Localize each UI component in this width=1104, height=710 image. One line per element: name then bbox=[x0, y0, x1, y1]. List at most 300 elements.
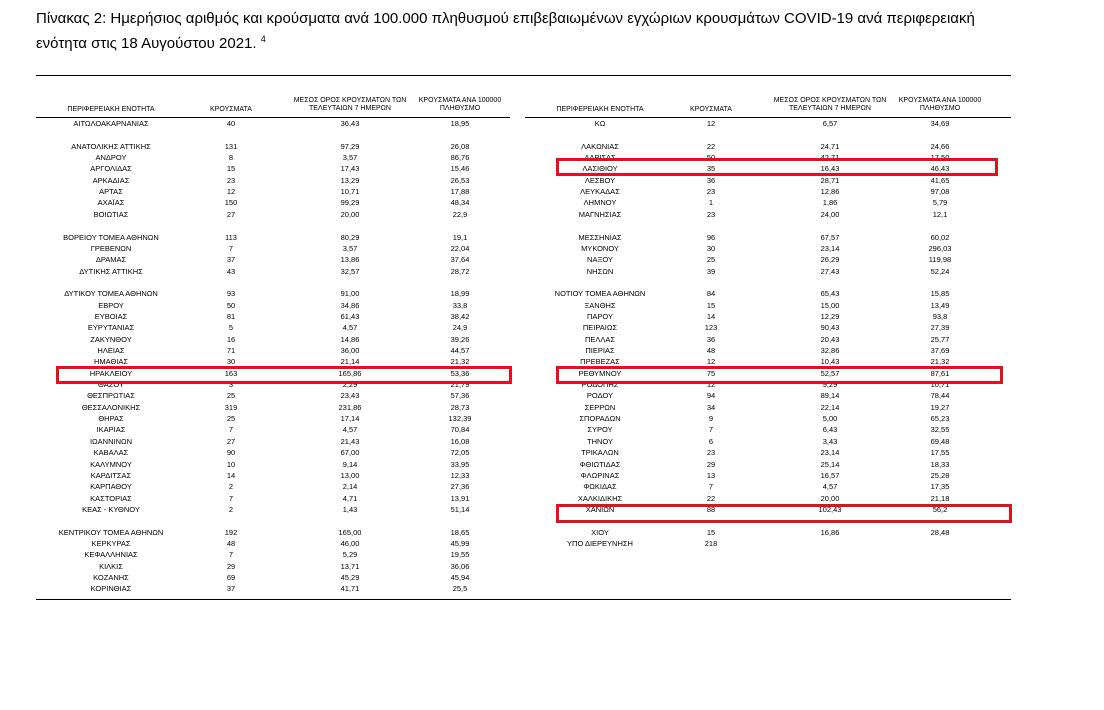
table-row bbox=[525, 254, 1011, 265]
table-row bbox=[525, 197, 1011, 208]
table-row bbox=[36, 436, 510, 447]
highlight-box-rethymnou bbox=[556, 366, 1003, 384]
cell-per100k: 39,26 bbox=[450, 334, 470, 344]
table-row bbox=[36, 118, 510, 129]
cell-cases: 75 bbox=[706, 368, 716, 378]
cell-unit: ΧΑΝΙΩΝ bbox=[585, 504, 615, 514]
cell-unit: ΛΗΜΝΟΥ bbox=[583, 198, 617, 208]
highlight-box-irakleiou bbox=[56, 366, 512, 384]
table-row bbox=[36, 390, 510, 401]
cell-per100k: 13,91 bbox=[450, 493, 470, 503]
cell-unit: ΠΕΙΡΑΙΩΣ bbox=[582, 323, 618, 333]
cell-cases: 163 bbox=[224, 368, 238, 378]
right-header-cases: ΚΡΟΥΣΜΑΤΑ bbox=[690, 106, 732, 113]
cell-cases: 13 bbox=[706, 470, 716, 480]
table-row bbox=[525, 220, 1011, 231]
cell-cases: 192 bbox=[224, 527, 238, 537]
table-row bbox=[525, 175, 1011, 186]
cell-cases: 48 bbox=[706, 346, 716, 355]
cell-unit: ΑΝΑΤΟΛΙΚΗΣ ΑΤΤΙΚΗΣ bbox=[71, 141, 151, 151]
cell-per100k: 97,08 bbox=[930, 187, 950, 197]
cell-unit: ΙΚΑΡΙΑΣ bbox=[96, 425, 126, 435]
cell-avg7: 3,43 bbox=[822, 436, 838, 446]
cell-cases: 7 bbox=[228, 493, 234, 503]
cell-cases: 12 bbox=[226, 187, 236, 197]
right-header-per100k: ΚΡΟΥΣΜΑΤΑ ΑΝΑ 100000 ΠΛΗΘΥΣΜΟ bbox=[898, 97, 982, 112]
cell-unit: ΑΡΚΑΔΙΑΣ bbox=[92, 175, 130, 185]
table-row bbox=[36, 300, 510, 311]
table-row bbox=[36, 266, 510, 277]
cell-avg7: 165,00 bbox=[338, 527, 362, 537]
table-row bbox=[525, 424, 1011, 435]
cell-cases: 23 bbox=[706, 187, 716, 197]
cell-unit: ΤΗΝΟΥ bbox=[586, 436, 613, 446]
cell-avg7: 5,29 bbox=[342, 550, 358, 560]
cell-cases: 2 bbox=[228, 504, 234, 514]
cell-cases: 15 bbox=[706, 300, 716, 310]
cell-unit: ΚΑΒΑΛΑΣ bbox=[93, 448, 129, 458]
cell-avg7: 5,00 bbox=[822, 414, 838, 424]
cell-per100k: 45,99 bbox=[450, 538, 470, 548]
cell-per100k: 87,61 bbox=[930, 368, 950, 378]
cell-unit: ΜΕΣΣΗΝΙΑΣ bbox=[578, 232, 622, 242]
cell-unit: ΧΙΟΥ bbox=[591, 527, 609, 537]
cell-avg7: 1,43 bbox=[342, 504, 358, 514]
table-row bbox=[525, 459, 1011, 470]
table-row bbox=[36, 447, 510, 458]
cell-avg7: 13,86 bbox=[340, 255, 360, 265]
cell-unit: ΒΟΡΕΙΟΥ ΤΟΜΕΑ ΑΘΗΝΩΝ bbox=[63, 232, 159, 242]
table-row bbox=[525, 288, 1011, 299]
cell-unit: ΛΑΡΙΣΑΣ bbox=[584, 153, 616, 163]
cell-unit: ΚΑΡΠΑΘΟΥ bbox=[90, 482, 132, 492]
cell-avg7: 28,71 bbox=[820, 175, 840, 185]
cell-per100k: 119,98 bbox=[928, 255, 952, 265]
cell-per100k: 69,48 bbox=[930, 436, 950, 446]
cell-avg7: 13,29 bbox=[340, 175, 360, 185]
cell-cases: 6 bbox=[708, 436, 714, 446]
cell-cases: 34 bbox=[706, 402, 716, 412]
cell-cases: 14 bbox=[706, 311, 716, 321]
cell-unit: ΜΥΚΟΝΟΥ bbox=[581, 243, 619, 253]
cell-per100k: 28,73 bbox=[450, 402, 470, 412]
cell-avg7: 6,57 bbox=[822, 119, 838, 128]
cell-cases: 23 bbox=[706, 448, 716, 458]
cell-per100k: 16,08 bbox=[450, 436, 470, 446]
cell-cases: 319 bbox=[224, 402, 238, 412]
table-row bbox=[525, 141, 1011, 152]
table-row bbox=[36, 583, 510, 594]
cell-per100k: 25,5 bbox=[452, 584, 468, 594]
cell-cases: 43 bbox=[226, 266, 236, 276]
cell-cases: 36 bbox=[706, 175, 716, 185]
cell-unit: ΔΥΤΙΚΗΣ ΑΤΤΙΚΗΣ bbox=[79, 266, 143, 276]
cell-avg7: 21,14 bbox=[340, 357, 360, 367]
cell-cases: 8 bbox=[228, 153, 234, 163]
table-row bbox=[36, 515, 510, 526]
cell-avg7: 90,43 bbox=[820, 323, 840, 333]
cell-per100k: 18,65 bbox=[450, 527, 470, 537]
cell-cases: 22 bbox=[706, 493, 716, 503]
cell-avg7: 80,29 bbox=[340, 232, 360, 242]
cell-per100k: 15,46 bbox=[450, 164, 470, 174]
cell-avg7: 16,43 bbox=[820, 164, 840, 174]
cell-per100k: 56,2 bbox=[932, 504, 948, 514]
cell-per100k: 132,39 bbox=[448, 414, 472, 424]
cell-cases: 27 bbox=[226, 436, 236, 446]
cell-per100k: 10,71 bbox=[930, 380, 950, 390]
table-row bbox=[525, 243, 1011, 254]
cell-unit: ΘΕΣΠΡΩΤΙΑΣ bbox=[87, 391, 135, 401]
cell-per100k: 18,33 bbox=[930, 459, 950, 469]
cell-unit: ΞΑΝΘΗΣ bbox=[584, 300, 616, 310]
cell-cases: 27 bbox=[226, 209, 236, 219]
cell-cases: 16 bbox=[226, 334, 236, 344]
cell-per100k: 72,05 bbox=[450, 448, 470, 458]
cell-unit: ΧΑΛΚΙΔΙΚΗΣ bbox=[577, 493, 623, 503]
cell-per100k: 19,1 bbox=[452, 232, 468, 242]
cell-unit: ΜΑΓΝΗΣΙΑΣ bbox=[578, 209, 622, 219]
cell-avg7: 67,00 bbox=[340, 448, 360, 458]
table-row bbox=[525, 390, 1011, 401]
cell-per100k: 33,8 bbox=[452, 300, 468, 310]
table-row bbox=[525, 118, 1011, 129]
table-row bbox=[36, 311, 510, 322]
cell-avg7: 102,43 bbox=[818, 504, 842, 514]
cell-per100k: 37,64 bbox=[450, 255, 470, 265]
cell-avg7: 16,86 bbox=[820, 527, 840, 537]
cell-avg7: 13,71 bbox=[340, 561, 360, 571]
cell-per100k: 25,77 bbox=[930, 334, 950, 344]
cell-cases: 39 bbox=[706, 266, 716, 276]
cell-per100k: 21,32 bbox=[450, 357, 470, 367]
cell-unit: ΘΕΣΣΑΛΟΝΙΚΗΣ bbox=[81, 402, 141, 412]
table-row bbox=[36, 549, 510, 560]
left-header-unit: ΠΕΡΙΦΕΡΕΙΑΚΗ ΕΝΟΤΗΤΑ bbox=[67, 106, 155, 113]
table-row bbox=[36, 254, 510, 265]
cell-unit: ΡΟΔΟΠΗΣ bbox=[581, 380, 619, 390]
cell-per100k: 17,55 bbox=[930, 448, 950, 458]
cell-avg7: 3,57 bbox=[342, 153, 358, 163]
cell-per100k: 52,24 bbox=[930, 266, 950, 276]
cell-cases: 23 bbox=[706, 209, 716, 219]
cell-per100k: 27,36 bbox=[450, 482, 470, 492]
cell-cases: 7 bbox=[228, 550, 234, 560]
cell-unit: ΛΑΚΩΝΙΑΣ bbox=[581, 141, 619, 151]
cell-cases: 25 bbox=[226, 414, 236, 424]
cell-avg7: 17,43 bbox=[340, 164, 360, 174]
cell-avg7: 165,86 bbox=[338, 368, 362, 378]
cell-unit: ΡΕΘΥΜΝΟΥ bbox=[578, 368, 622, 378]
cell-cases: 12 bbox=[706, 119, 716, 128]
cell-unit: ΠΕΛΛΑΣ bbox=[584, 334, 616, 344]
left-header-per100k: ΚΡΟΥΣΜΑΤΑ ΑΝΑ 100000 ΠΛΗΘΥΣΜΟ bbox=[418, 97, 502, 112]
cell-avg7: 23,14 bbox=[820, 243, 840, 253]
cell-avg7: 65,43 bbox=[820, 289, 840, 299]
cell-unit: ΕΥΡΥΤΑΝΙΑΣ bbox=[87, 323, 135, 333]
cell-avg7: 16,57 bbox=[820, 470, 840, 480]
cell-unit: ΑΝΔΡΟΥ bbox=[95, 153, 127, 163]
cell-avg7: 52,57 bbox=[820, 368, 840, 378]
table-row bbox=[525, 527, 1011, 538]
cell-cases: 23 bbox=[226, 175, 236, 185]
cell-cases: 22 bbox=[706, 141, 716, 151]
cell-cases: 36 bbox=[706, 334, 716, 344]
cell-avg7: 2,14 bbox=[342, 482, 358, 492]
cell-per100k: 41,65 bbox=[930, 175, 950, 185]
cell-unit: ΠΙΕΡΙΑΣ bbox=[585, 346, 615, 355]
cell-unit: ΑΡΤΑΣ bbox=[99, 187, 123, 197]
cell-unit: ΣΥΡΟΥ bbox=[587, 425, 613, 435]
cell-avg7: 4,57 bbox=[822, 482, 838, 492]
table-row bbox=[36, 481, 510, 492]
table-row bbox=[36, 129, 510, 140]
cell-avg7: 23,43 bbox=[340, 391, 360, 401]
cell-unit: ΚΩ bbox=[594, 119, 606, 128]
cell-cases: 150 bbox=[224, 198, 238, 208]
table-caption bbox=[36, 8, 1026, 54]
cell-unit: ΣΕΡΡΩΝ bbox=[584, 402, 616, 412]
table-row bbox=[36, 413, 510, 424]
cell-avg7: 99,29 bbox=[340, 198, 360, 208]
caption-footnote: 4 bbox=[260, 34, 266, 44]
cell-unit: ΗΛΕΙΑΣ bbox=[97, 346, 125, 355]
table-row bbox=[36, 538, 510, 549]
table-row bbox=[36, 470, 510, 481]
cell-avg7: 20,43 bbox=[820, 334, 840, 344]
cell-unit: ΚΟΡΙΝΘΙΑΣ bbox=[90, 584, 132, 594]
cell-cases: 81 bbox=[226, 311, 236, 321]
cell-avg7: 231,86 bbox=[338, 402, 362, 412]
cell-cases: 29 bbox=[226, 561, 236, 571]
cell-cases: 30 bbox=[226, 357, 236, 367]
cell-avg7: 67,57 bbox=[820, 232, 840, 242]
cell-per100k: 18,99 bbox=[450, 289, 470, 299]
cell-per100k: 26,53 bbox=[450, 175, 470, 185]
cell-cases: 35 bbox=[706, 164, 716, 174]
cell-cases: 12 bbox=[706, 357, 716, 367]
cell-avg7: 91,00 bbox=[340, 289, 360, 299]
table-row bbox=[525, 436, 1011, 447]
table-row bbox=[36, 141, 510, 152]
table-row bbox=[525, 266, 1011, 277]
cell-avg7: 15,00 bbox=[820, 300, 840, 310]
cell-cases: 113 bbox=[225, 232, 237, 242]
table-row bbox=[525, 334, 1011, 345]
cell-per100k: 17,50 bbox=[930, 153, 950, 163]
table-row bbox=[36, 527, 510, 538]
cell-unit: ΗΜΑΘΙΑΣ bbox=[93, 357, 129, 367]
table-row bbox=[525, 470, 1011, 481]
cell-avg7: 22,14 bbox=[820, 402, 840, 412]
cell-per100k: 15,85 bbox=[930, 289, 950, 299]
cell-unit: ΚΕΡΚΥΡΑΣ bbox=[91, 538, 131, 548]
cell-avg7: 12,29 bbox=[820, 311, 840, 321]
cell-avg7: 36,00 bbox=[340, 346, 360, 355]
table-row bbox=[525, 481, 1011, 492]
cell-avg7: 97,29 bbox=[340, 141, 360, 151]
top-rule bbox=[36, 75, 1011, 76]
cell-avg7: 34,86 bbox=[340, 300, 360, 310]
cell-cases: 7 bbox=[228, 243, 234, 253]
cell-cases: 218 bbox=[704, 538, 718, 548]
cell-avg7: 45,29 bbox=[340, 573, 360, 582]
cell-avg7: 4,71 bbox=[342, 493, 358, 503]
right-header-avg7: ΜΕΣΟΣ ΟΡΟΣ ΚΡΟΥΣΜΑΤΩΝ ΤΩΝ ΤΕΛΕΥΤΑΙΩΝ 7 ΗΜΕΡΩΝ bbox=[773, 97, 887, 112]
table-row bbox=[36, 493, 510, 504]
cell-avg7: 1,86 bbox=[822, 198, 838, 208]
cell-cases: 5 bbox=[228, 323, 234, 333]
cell-cases: 25 bbox=[706, 255, 716, 265]
cell-cases: 96 bbox=[706, 232, 716, 242]
table-row bbox=[525, 345, 1011, 356]
table-row bbox=[36, 561, 510, 572]
table-row bbox=[36, 334, 510, 345]
cell-per100k: 93,8 bbox=[932, 311, 948, 321]
cell-per100k: 27,39 bbox=[930, 323, 950, 333]
table-row bbox=[36, 572, 510, 583]
table-row bbox=[36, 424, 510, 435]
table-row bbox=[36, 163, 510, 174]
cell-unit: ΘΑΣΟΥ bbox=[98, 380, 124, 390]
cell-cases: 15 bbox=[226, 164, 236, 174]
cell-cases: 93 bbox=[226, 289, 236, 299]
cell-unit: ΛΕΣΒΟΥ bbox=[584, 175, 616, 185]
cell-avg7: 17,14 bbox=[340, 414, 360, 424]
table-row bbox=[36, 402, 510, 413]
cell-per100k: 12,33 bbox=[450, 470, 470, 480]
cell-per100k: 86,76 bbox=[450, 153, 470, 163]
cell-unit: ΔΡΑΜΑΣ bbox=[95, 255, 127, 265]
cell-unit: ΛΕΥΚΑΔΑΣ bbox=[580, 187, 620, 197]
cell-per100k: 48,34 bbox=[450, 198, 470, 208]
cell-unit: ΚΕΝΤΡΙΚΟΥ ΤΟΜΕΑ ΑΘΗΝΩΝ bbox=[58, 527, 164, 537]
highlight-box-lasithiou bbox=[556, 158, 998, 176]
cell-unit: ΦΛΩΡΙΝΑΣ bbox=[580, 470, 620, 480]
cell-cases: 10 bbox=[226, 459, 236, 469]
table-row bbox=[36, 288, 510, 299]
cell-unit: ΓΡΕΒΕΝΩΝ bbox=[90, 243, 132, 253]
cell-per100k: 78,44 bbox=[930, 391, 950, 401]
cell-per100k: 296,03 bbox=[928, 243, 952, 253]
cell-per100k: 28,48 bbox=[930, 527, 950, 537]
cell-unit: ΚΙΛΚΙΣ bbox=[99, 561, 123, 571]
cell-avg7: 13,00 bbox=[340, 470, 360, 480]
cell-cases: 37 bbox=[226, 255, 236, 265]
table-row bbox=[525, 232, 1011, 243]
cell-per100k: 12,1 bbox=[932, 209, 948, 219]
cell-per100k: 21,32 bbox=[930, 357, 950, 367]
cell-cases: 7 bbox=[708, 425, 714, 435]
cell-avg7: 42,71 bbox=[820, 153, 840, 163]
cell-avg7: 46,00 bbox=[340, 538, 360, 548]
cell-avg7: 9,29 bbox=[822, 380, 838, 390]
cell-per100k: 34,69 bbox=[930, 119, 950, 128]
cell-per100k: 38,42 bbox=[450, 311, 470, 321]
cell-unit: ΝΗΣΩΝ bbox=[586, 266, 614, 276]
table-row bbox=[525, 277, 1011, 288]
table-row bbox=[36, 175, 510, 186]
cell-avg7: 4,57 bbox=[342, 323, 358, 333]
cell-cases: 12 bbox=[706, 380, 716, 390]
cell-per100k: 17,35 bbox=[930, 482, 950, 492]
cell-per100k: 24,9 bbox=[452, 323, 468, 333]
cell-per100k: 5,79 bbox=[932, 198, 948, 208]
cell-cases: 123 bbox=[704, 323, 718, 333]
cell-per100k: 22,9 bbox=[452, 209, 468, 219]
cell-avg7: 23,14 bbox=[820, 448, 840, 458]
highlight-box-chanion bbox=[556, 504, 1012, 523]
cell-avg7: 20,00 bbox=[820, 493, 840, 503]
cell-unit: ΚΑΡΔΙΤΣΑΣ bbox=[90, 470, 132, 480]
cell-cases: 69 bbox=[226, 573, 236, 582]
cell-per100k: 22,04 bbox=[450, 243, 470, 253]
cell-avg7: 32,86 bbox=[820, 346, 840, 355]
cell-avg7: 9,14 bbox=[342, 459, 358, 469]
cell-avg7: 3,57 bbox=[342, 243, 358, 253]
cell-per100k: 46,43 bbox=[930, 164, 950, 174]
cell-cases: 3 bbox=[228, 380, 234, 390]
cell-per100k: 21,79 bbox=[450, 380, 470, 390]
cell-unit: ΝΟΤΙΟΥ ΤΟΜΕΑ ΑΘΗΝΩΝ bbox=[554, 289, 646, 299]
cell-unit: ΡΟΔΟΥ bbox=[586, 391, 614, 401]
cell-unit: ΚΕΦΑΛΛΗΝΙΑΣ bbox=[84, 550, 138, 560]
cell-per100k: 21,18 bbox=[930, 493, 950, 503]
cell-per100k: 28,72 bbox=[450, 266, 470, 276]
table-row bbox=[525, 413, 1011, 424]
cell-unit: ΚΟΖΑΝΗΣ bbox=[93, 573, 129, 582]
cell-per100k: 19,27 bbox=[930, 402, 950, 412]
cell-per100k: 18,95 bbox=[450, 119, 470, 128]
cell-avg7: 25,14 bbox=[820, 459, 840, 469]
cell-cases: 94 bbox=[706, 391, 716, 401]
table-row bbox=[36, 220, 510, 231]
cell-avg7: 32,57 bbox=[340, 266, 360, 276]
cell-per100k: 37,69 bbox=[930, 346, 950, 355]
cell-per100k: 32,55 bbox=[930, 425, 950, 435]
table-row bbox=[36, 197, 510, 208]
cell-per100k: 45,94 bbox=[450, 573, 470, 582]
cell-unit: ΑΡΓΟΛΙΔΑΣ bbox=[90, 164, 132, 174]
cell-cases: 14 bbox=[226, 470, 236, 480]
cell-avg7: 14,86 bbox=[340, 334, 360, 344]
table-row bbox=[36, 459, 510, 470]
cell-cases: 71 bbox=[226, 346, 236, 355]
table-row bbox=[36, 277, 510, 288]
cell-unit: ΖΑΚΥΝΘΟΥ bbox=[90, 334, 132, 344]
table-row bbox=[36, 322, 510, 333]
cell-per100k: 26,08 bbox=[450, 141, 470, 151]
cell-unit: ΕΒΡΟΥ bbox=[98, 300, 124, 310]
cell-avg7: 24,71 bbox=[820, 141, 840, 151]
right-header-unit: ΠΕΡΙΦΕΡΕΙΑΚΗ ΕΝΟΤΗΤΑ bbox=[556, 106, 644, 113]
cell-unit: ΠΑΡΟΥ bbox=[586, 311, 613, 321]
cell-unit: ΤΡΙΚΑΛΩΝ bbox=[581, 448, 619, 458]
cell-cases: 7 bbox=[708, 482, 714, 492]
cell-per100k: 70,84 bbox=[450, 425, 470, 435]
table-row bbox=[36, 232, 510, 243]
cell-avg7: 21,43 bbox=[340, 436, 360, 446]
cell-cases: 2 bbox=[228, 482, 234, 492]
table-row bbox=[525, 209, 1011, 220]
cell-avg7: 27,43 bbox=[820, 266, 840, 276]
table-row bbox=[525, 186, 1011, 197]
cell-per100k: 60,02 bbox=[930, 232, 950, 242]
cell-avg7: 12,86 bbox=[820, 187, 840, 197]
cell-per100k: 33,95 bbox=[450, 459, 470, 469]
cell-avg7: 6,43 bbox=[822, 425, 838, 435]
cell-unit: ΔΥΤΙΚΟΥ ΤΟΜΕΑ ΑΘΗΝΩΝ bbox=[64, 289, 158, 299]
